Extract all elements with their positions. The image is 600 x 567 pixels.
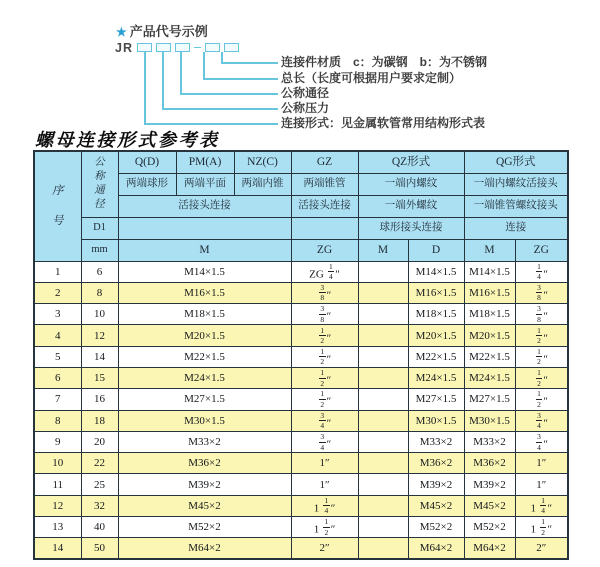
header-qz-d: D: [408, 239, 464, 261]
cell-m: M30×1.5: [118, 410, 291, 431]
leader-line: [180, 93, 278, 95]
cell-qg-m: M20×1.5: [464, 325, 515, 346]
header-no: 序号: [34, 151, 81, 261]
cell-no: 9: [34, 431, 81, 452]
header-qz-m: M: [358, 239, 408, 261]
header-empty-left: [118, 217, 291, 239]
header-q-desc: 两端球形: [118, 173, 176, 195]
table-row: [34, 538, 568, 559]
table-body: [34, 261, 568, 559]
header-unit-mm: mm: [81, 239, 118, 261]
cell-qg-m: M24×1.5: [464, 367, 515, 388]
cell-qg-m: M30×1.5: [464, 410, 515, 431]
cell-no: 3: [34, 304, 81, 325]
cell-m: M36×2: [118, 453, 291, 474]
cell-dn: 25: [81, 474, 118, 495]
table-row: [34, 495, 568, 516]
cell-m: M52×2: [118, 517, 291, 538]
cell-dn: 22: [81, 453, 118, 474]
cell-qz-m: [358, 431, 408, 452]
cell-m: M20×1.5: [118, 325, 291, 346]
header-thread-zg: ZG: [291, 239, 358, 261]
cell-qg-zg: $\frac{1}{2}$ ″: [515, 389, 568, 410]
leader-line: [144, 52, 146, 124]
cell-qg-m: M45×2: [464, 495, 515, 516]
code-box-3: [175, 43, 190, 52]
cell-m: M16×1.5: [118, 282, 291, 303]
cell-no: 14: [34, 538, 81, 559]
cell-qg-m: M16×1.5: [464, 282, 515, 303]
cell-qg-zg: $\frac{1}{2}$ ″: [515, 325, 568, 346]
cell-qg-m: M39×2: [464, 474, 515, 495]
cell-qz-m: [358, 325, 408, 346]
code-box-2: [156, 43, 171, 52]
cell-m: M14×1.5: [118, 261, 291, 282]
cell-gz-zg: $\frac{3}{8}$ ″: [291, 304, 358, 325]
cell-qg-zg: 1″: [515, 453, 568, 474]
table-header: [34, 151, 568, 261]
cell-m: M24×1.5: [118, 367, 291, 388]
cell-no: 5: [34, 346, 81, 367]
cell-qg-zg: $\frac{1}{2}$ ″: [515, 367, 568, 388]
code-label-nominal-pressure: 公称压力: [281, 101, 330, 115]
cell-qz-m: [358, 538, 408, 559]
cell-no: 10: [34, 453, 81, 474]
header-nz-code: NZ(C): [234, 151, 291, 173]
cell-dn: 10: [81, 304, 118, 325]
table-row: [34, 367, 568, 388]
header-qg-desc1: 一端内螺纹活接头: [464, 173, 568, 195]
leader-line: [162, 52, 164, 109]
cell-no: 4: [34, 325, 81, 346]
table-row: [34, 389, 568, 410]
cell-qz-d: M24×1.5: [408, 367, 464, 388]
code-box-4: [205, 43, 220, 52]
cell-qg-m: M64×2: [464, 538, 515, 559]
code-box-1: [137, 43, 152, 52]
cell-qg-zg: 1 $\frac{1}{2}$ ″: [515, 517, 568, 538]
code-label-connection-type: 连接形式：见金属软管常用结构形式表: [281, 116, 486, 130]
product-code-example-title: [116, 21, 208, 40]
header-pm-code: PM(A): [176, 151, 234, 173]
table-row: [34, 261, 568, 282]
cell-qg-zg: 1″: [515, 474, 568, 495]
cell-qg-zg: $\frac{3}{4}$ ″: [515, 431, 568, 452]
cell-dn: 12: [81, 325, 118, 346]
code-dash: [194, 47, 201, 49]
header-qz-desc2: 一端外螺纹: [358, 195, 464, 217]
cell-m: M18×1.5: [118, 304, 291, 325]
cell-gz-zg: 1 $\frac{1}{4}$ ″: [291, 495, 358, 516]
header-qz-code: QZ形式: [358, 151, 464, 173]
header-nominal-diameter: 公称通径: [81, 151, 118, 217]
cell-qg-zg: $\frac{1}{4}$ ″: [515, 261, 568, 282]
header-union-connection: 活接头连接: [118, 195, 291, 217]
cell-qz-m: [358, 495, 408, 516]
cell-dn: 8: [81, 282, 118, 303]
table-title: 螺母连接形式参考表: [35, 130, 220, 150]
leader-line: [203, 52, 205, 79]
cell-dn: 20: [81, 431, 118, 452]
cell-qz-d: M52×2: [408, 517, 464, 538]
cell-qz-d: M39×2: [408, 474, 464, 495]
product-code-example-label: 产品代号示例: [129, 24, 208, 39]
cell-no: 7: [34, 389, 81, 410]
header-union-connection-gz: 活接头连接: [291, 195, 358, 217]
cell-qz-d: M64×2: [408, 538, 464, 559]
leader-line: [203, 78, 278, 80]
cell-qz-d: M30×1.5: [408, 410, 464, 431]
cell-gz-zg: 1″: [291, 474, 358, 495]
header-gz-desc: 两端锥管: [291, 173, 358, 195]
leader-line: [144, 123, 278, 125]
table-row: [34, 474, 568, 495]
header-thread-m: M: [118, 239, 291, 261]
cell-dn: 16: [81, 389, 118, 410]
code-prefix: JR: [115, 40, 133, 55]
cell-qg-zg: $\frac{3}{8}$ ″: [515, 282, 568, 303]
leader-line: [162, 108, 278, 110]
table-row: [34, 346, 568, 367]
cell-qg-zg: 2″: [515, 538, 568, 559]
table-row: [34, 325, 568, 346]
cell-gz-zg: $\frac{1}{2}$ ″: [291, 346, 358, 367]
cell-qz-d: M18×1.5: [408, 304, 464, 325]
nut-connection-reference-table: [33, 150, 569, 560]
cell-qg-zg: $\frac{1}{2}$ ″: [515, 346, 568, 367]
cell-no: 2: [34, 282, 81, 303]
cell-m: M22×1.5: [118, 346, 291, 367]
cell-no: 11: [34, 474, 81, 495]
cell-dn: 18: [81, 410, 118, 431]
table-row: [34, 304, 568, 325]
cell-no: 12: [34, 495, 81, 516]
cell-qz-d: M16×1.5: [408, 282, 464, 303]
cell-gz-zg: $\frac{3}{8}$ ″: [291, 282, 358, 303]
header-qg-code: QG形式: [464, 151, 568, 173]
cell-m: M33×2: [118, 431, 291, 452]
cell-qg-m: M27×1.5: [464, 389, 515, 410]
cell-no: 6: [34, 367, 81, 388]
header-nz-desc: 两端内锥: [234, 173, 291, 195]
table-row: [34, 282, 568, 303]
cell-gz-zg: ZG $\frac{1}{4}$ ″: [291, 261, 358, 282]
cell-gz-zg: $\frac{1}{2}$ ″: [291, 389, 358, 410]
header-empty-gz: [291, 217, 358, 239]
cell-qg-zg: 1 $\frac{1}{4}$ ″: [515, 495, 568, 516]
cell-qz-m: [358, 261, 408, 282]
cell-qg-zg: $\frac{3}{8}$ ″: [515, 304, 568, 325]
cell-qz-d: M36×2: [408, 453, 464, 474]
cell-m: M39×2: [118, 474, 291, 495]
header-gz-code: GZ: [291, 151, 358, 173]
cell-qg-m: M36×2: [464, 453, 515, 474]
cell-gz-zg: 1″: [291, 453, 358, 474]
table-row: [34, 410, 568, 431]
header-qz-desc1: 一端内螺纹: [358, 173, 464, 195]
cell-m: M64×2: [118, 538, 291, 559]
cell-qz-m: [358, 367, 408, 388]
cell-qz-m: [358, 410, 408, 431]
header-qg-zg: ZG: [515, 239, 568, 261]
cell-m: M27×1.5: [118, 389, 291, 410]
table-row: [34, 517, 568, 538]
cell-qg-m: M18×1.5: [464, 304, 515, 325]
leader-line: [221, 62, 278, 64]
cell-dn: 15: [81, 367, 118, 388]
cell-qz-d: M20×1.5: [408, 325, 464, 346]
cell-qg-zg: $\frac{3}{4}$ ″: [515, 410, 568, 431]
header-qz-desc3: 球形接头连接: [358, 217, 464, 239]
cell-qg-m: M22×1.5: [464, 346, 515, 367]
cell-qz-d: M14×1.5: [408, 261, 464, 282]
cell-qz-m: [358, 474, 408, 495]
cell-gz-zg: 2″: [291, 538, 358, 559]
cell-gz-zg: $\frac{3}{4}$ ″: [291, 410, 358, 431]
code-label-material: 连接件材质 c：为碳钢 b：为不锈钢: [281, 55, 488, 69]
cell-qz-m: [358, 282, 408, 303]
cell-qz-d: M27×1.5: [408, 389, 464, 410]
cell-qg-m: M14×1.5: [464, 261, 515, 282]
cell-qz-d: M33×2: [408, 431, 464, 452]
cell-qz-m: [358, 453, 408, 474]
cell-qz-d: M22×1.5: [408, 346, 464, 367]
header-qg-desc2: 一端锥管螺纹接头: [464, 195, 568, 217]
table-row: [34, 453, 568, 474]
cell-qg-m: M52×2: [464, 517, 515, 538]
header-q-code: Q(D): [118, 151, 176, 173]
cell-no: 1: [34, 261, 81, 282]
leader-line: [180, 52, 182, 94]
cell-no: 8: [34, 410, 81, 431]
table-row: [34, 431, 568, 452]
cell-qz-m: [358, 389, 408, 410]
cell-no: 13: [34, 517, 81, 538]
header-pm-desc: 两端平面: [176, 173, 234, 195]
cell-dn: 50: [81, 538, 118, 559]
cell-dn: 6: [81, 261, 118, 282]
cell-qg-m: M33×2: [464, 431, 515, 452]
code-box-5: [224, 43, 239, 52]
cell-gz-zg: 1 $\frac{1}{2}$ ″: [291, 517, 358, 538]
code-label-nominal-diameter: 公称通径: [281, 86, 330, 100]
cell-qz-d: M45×2: [408, 495, 464, 516]
cell-dn: 14: [81, 346, 118, 367]
cell-m: M45×2: [118, 495, 291, 516]
cell-qz-m: [358, 304, 408, 325]
header-qg-desc3: 连接: [464, 217, 568, 239]
cell-dn: 40: [81, 517, 118, 538]
cell-gz-zg: $\frac{1}{2}$ ″: [291, 367, 358, 388]
cell-qz-m: [358, 346, 408, 367]
cell-qz-m: [358, 517, 408, 538]
cell-gz-zg: $\frac{1}{2}$ ″: [291, 325, 358, 346]
code-label-total-length: 总长（长度可根据用户要求定制）: [281, 71, 462, 85]
header-d1: D1: [81, 217, 118, 239]
star-icon: ★: [116, 25, 127, 39]
cell-dn: 32: [81, 495, 118, 516]
header-qg-m: M: [464, 239, 515, 261]
cell-gz-zg: $\frac{3}{4}$ ″: [291, 431, 358, 452]
